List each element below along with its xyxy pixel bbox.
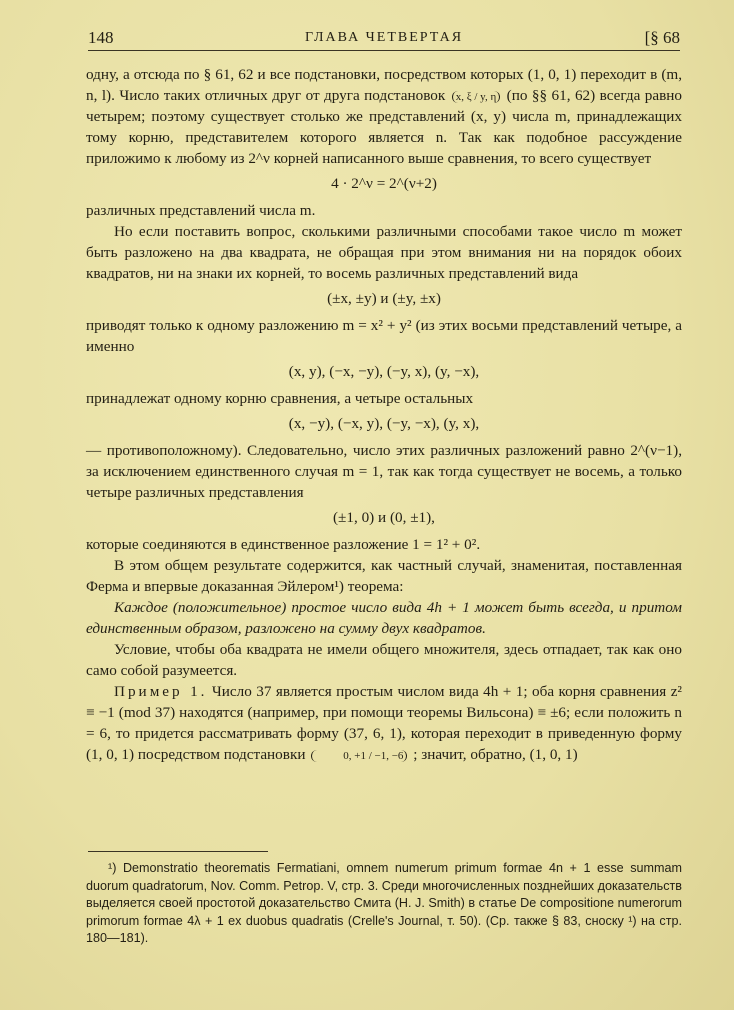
paragraph: приводят только к одному разложению m = x² + y² (из этих восьми представлений четыре, а именно: [86, 317, 682, 355]
paragraph: Но если поставить вопрос, сколькими различными способами такое число m может быть разложено на два квадрата, не обращая при этом внимания ни на порядок обоих квадратов, ни на знаки их корней, то восемь различных представлений вида: [86, 223, 682, 282]
example-label: Пример 1.: [114, 683, 208, 700]
theorem-statement: Каждое (положительное) простое число вида 4h + 1 может быть всегда, и притом единственным образом, разложено на сумму двух квадратов.: [86, 599, 682, 637]
footnote-text: ¹) Demonstratio theorematis Fermatiani, omnem numerum primum formae 4n + 1 esse summam duorum quadratorum, Nov. Comm. Petrop. V, стр. 3. Среди многочисленных позднейших доказательств выделяется своей простотой доказательство Смита (H. J. Smith) в статье De compositione numerorum primorum formae 4λ + 1 ex duobus quadratis (Crelle's Journal, т. 50). (Ср. также § 83, сноску ¹) на стр. 180—181).: [86, 861, 682, 945]
paragraph-text: ; значит, обратно, (1, 0, 1): [413, 746, 578, 763]
paragraph: принадлежат одному корню сравнения, а четыре остальных: [86, 390, 474, 407]
section-marker: [§ 68: [644, 28, 680, 47]
paragraph: [86, 64, 682, 169]
page-body: [86, 64, 682, 765]
paragraph-text: (по §§ 61, 62) всегда равно четырем; поэтому существует столько же представлений (x, y) числа m, принадлежащих тому корню, представителем которого является n. Так как подобное рассуждение приложимо к любому из 2^ν корней написанного выше сравнения, то всего существует: [86, 87, 683, 167]
paragraph: [86, 681, 682, 765]
paragraph: различных представлений числа m.: [86, 202, 316, 219]
paragraph: В этом общем результате содержится, как частный случай, знаменитая, поставленная Ферма и впервые доказанная Эйлером¹) теорема:: [86, 557, 682, 595]
page-number: 148: [88, 28, 114, 47]
equation: (±x, ±y) и (±y, ±x): [327, 290, 441, 307]
substitution-matrix: x, ξ / y, η: [452, 91, 501, 103]
page-header: [88, 24, 680, 51]
paragraph-text: Число 37 является простым числом вида 4h + 1; оба корня сравнения z² ≡ −1 (mod 37) находятся (например, при помощи теоремы Вильсона) ≡ ±6; если положить n = 6, то придется рассматривать форму (37, 6, 1), которая переходит в приведенную форму (1, 0, 1) посредством подстановки: [86, 683, 682, 763]
paragraph: которые соединяются в единственное разложение 1 = 1² + 0².: [86, 536, 481, 553]
chapter-title: ГЛАВА ЧЕТВЕРТАЯ: [304, 30, 464, 45]
equation: (x, −y), (−x, y), (−y, −x), (y, x),: [288, 415, 480, 432]
paragraph-text: одну, а отсюда по § 61, 62 и все подстановки, посредством которых (1, 0, 1) переходит в (m, n, l). Число таких отличных друг от друга подстановок: [86, 66, 682, 104]
paragraph: — противоположному). Следовательно, число этих различных разложений равно 2^(ν−1), за исключением единственного случая m = 1, так как тогда существует не восемь, а только четыре различных представления: [86, 442, 682, 501]
paragraph: Условие, чтобы оба квадрата не имели общего множителя, здесь отпадает, так как оно само собой разумеется.: [86, 641, 682, 679]
footnote: [86, 860, 682, 948]
equation: (±1, 0) и (0, ±1),: [333, 509, 435, 526]
equation: (x, y), (−x, −y), (−y, x), (y, −x),: [288, 363, 480, 380]
footnote-divider: [88, 851, 268, 852]
substitution-matrix: 0, +1 / −1, −6: [311, 750, 407, 762]
equation: 4 · 2^ν = 2^(ν+2): [331, 175, 437, 192]
